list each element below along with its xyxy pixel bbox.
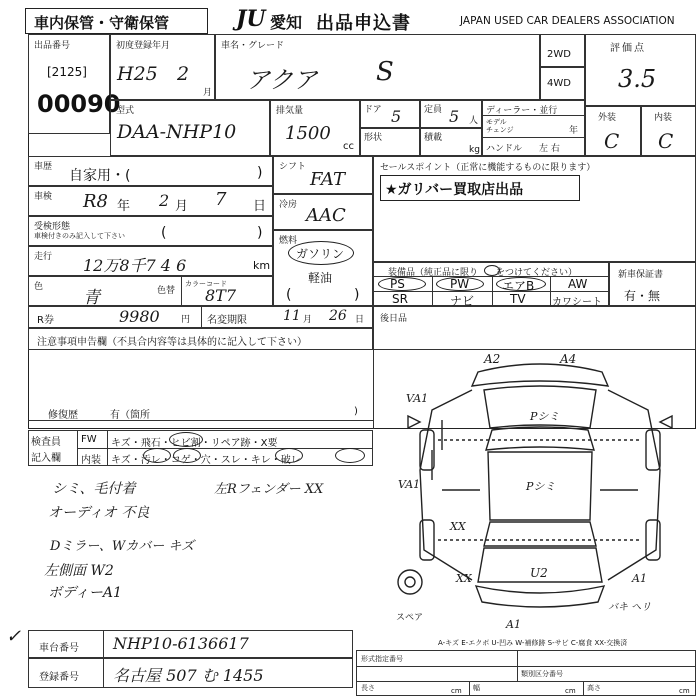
inspector-note-2: 左Rフェンダー XX <box>214 482 324 497</box>
storage-note-box <box>25 8 208 34</box>
fuel-option-gasoline: ガソリン <box>296 247 345 261</box>
diagram-mark-a1-bottom: A1 <box>506 618 521 631</box>
load-unit: kg <box>469 145 480 155</box>
history-value: 自家用・( <box>69 168 131 184</box>
registration-month-unit: 月 <box>203 88 213 98</box>
selling-points-cell <box>373 156 696 262</box>
inspector-interior-items: キズ・汚レ・コゲ・穴・スレ・キレ・破レ <box>111 455 301 466</box>
equip-tv: TV <box>510 292 526 306</box>
damage-legend: A-キズ E-エクボ U-凹み W-補修跡 S-サビ C-腐食 XX-交換済 <box>438 639 628 647</box>
check-mark: ✓ <box>6 626 22 647</box>
registration-month: 2 <box>177 63 190 85</box>
model-label: 車名・グレード <box>221 41 285 51</box>
diagram-mark-va1-top: VA1 <box>406 392 429 405</box>
fuel-option-diesel: 軽油 <box>308 271 333 285</box>
model-change-label: チェンジ <box>486 126 514 134</box>
diagram-mark-va1-side: VA1 <box>398 478 421 491</box>
color-label: 色 <box>34 282 44 292</box>
equip-sr: SR <box>392 292 408 306</box>
inspection-month: 2 <box>159 191 170 210</box>
selling-points-headline: ★ガリバー買取店出品 <box>385 182 524 198</box>
history-label: 車歴 <box>34 162 53 172</box>
mileage-value: 12万8千7 4 6 <box>83 256 187 275</box>
aircon-cell <box>273 194 373 230</box>
doors-value: 5 <box>391 107 402 126</box>
width-label: 幅 <box>473 684 480 692</box>
equip-kawa-seat: カワシート <box>552 297 602 308</box>
inspector-note-3: オーディオ 不良 <box>48 505 150 521</box>
diagram-mark-a1-right: A1 <box>632 572 647 585</box>
drive-2wd: 2WD <box>547 49 571 60</box>
interior-grade: C <box>658 129 674 153</box>
load-label: 積載 <box>424 133 443 143</box>
reception-cell: 受検形態 車検付きのみ記入して下さい ( ) <box>28 216 273 246</box>
plate-label: 登録番号 <box>39 672 79 683</box>
inspection-cell: 車検 R8 年 2 月 7 日 <box>28 186 273 216</box>
recycle-unit: 円 <box>181 315 191 325</box>
color-code-label: カラーコード <box>185 280 227 288</box>
displacement-unit: cc <box>343 141 354 152</box>
type-designation-label: 形式指定番号 <box>361 655 403 663</box>
equip-aw: AW <box>568 277 588 291</box>
inspector-fw: FW <box>81 434 97 445</box>
chassis-cell <box>28 630 353 658</box>
inspection-era: R8 <box>83 191 109 212</box>
history-cell: 車歴 自家用・( ) <box>28 156 273 186</box>
diagram-mark-nonuki: バキ ヘリ <box>608 602 652 613</box>
reception-note: 車検付きのみ記入して下さい <box>34 232 125 240</box>
capacity-label: 定員 <box>424 105 443 115</box>
name-change-day: 26 <box>329 308 347 324</box>
inspection-label: 車検 <box>34 192 53 202</box>
lot-sub-number: [2125] <box>47 65 87 79</box>
registration-label: 初度登録年月 <box>116 41 171 51</box>
registration-era-year: H25 <box>117 63 158 85</box>
manual-label: 新車保証書 <box>618 270 664 280</box>
model-label-small: モデル <box>486 118 507 126</box>
diagram-mark-a2: A2 <box>484 352 501 366</box>
plate-cell <box>28 658 353 688</box>
capacity-unit: 人 <box>469 116 479 126</box>
notes-header-cell <box>28 328 373 350</box>
type-code-value: DAA-NHP10 <box>117 121 237 143</box>
drive-2wd-cell <box>540 34 585 67</box>
spare-tire <box>398 570 422 594</box>
handle-label: ハンドル <box>486 144 523 154</box>
exterior-grade: C <box>604 129 620 153</box>
displacement-value: 1500 <box>285 123 331 144</box>
inspector-note-5: 左側面 W2 <box>44 563 114 579</box>
plate-value: 名古屋 507 む 1455 <box>113 666 264 685</box>
load-cell <box>420 128 482 156</box>
diagram-mark-xx-2: XX <box>456 572 472 585</box>
manual-options: 有・無 <box>624 289 661 303</box>
displacement-label: 排気量 <box>276 106 304 116</box>
height-label: 高さ <box>587 684 601 692</box>
diagram-mark-xx-1: XX <box>450 520 466 533</box>
equip-ps: PS <box>390 277 405 291</box>
recycle-value: 9980 <box>119 307 160 326</box>
equip-navi: ナビ <box>450 294 475 308</box>
manual-cell <box>609 262 696 306</box>
inspector-exterior-items: キズ・飛石・ヒビ割・リペア跡・X要 <box>111 438 278 449</box>
selling-points-label: セールスポイント（正常に機能するものに限ります） <box>380 163 596 173</box>
recycle-cell: R券 9980 円 名変期限 11 月 26 日 <box>28 306 373 328</box>
drive-4wd-cell <box>540 67 585 100</box>
equip-airbag: エアB <box>502 279 535 293</box>
windshield <box>486 427 594 450</box>
name-change-label: 名変期限 <box>207 315 247 326</box>
shape-label: 形状 <box>364 133 383 143</box>
name-change-month: 11 <box>283 308 301 324</box>
shift-cell <box>273 156 373 194</box>
exterior-label: 外装 <box>598 113 617 123</box>
diagram-mark-u2: U2 <box>530 566 548 580</box>
interior-label: 内装 <box>654 113 673 123</box>
class-number-label: 類別区分番号 <box>521 670 563 678</box>
left-side <box>420 390 472 580</box>
inspector-label: 検査員 <box>31 437 61 448</box>
handle-options: 左 右 <box>539 144 560 154</box>
interior-grade-cell <box>641 106 696 156</box>
form-title: 出品申込書 <box>316 13 411 34</box>
association-name: JAPAN USED CAR DEALERS ASSOCIATION <box>460 15 675 27</box>
inspector-note-1: シミ、毛付着 <box>52 481 136 497</box>
color-change-label: 色替 <box>157 286 176 296</box>
shift-value: FAT <box>310 169 345 190</box>
fuel-cell: 燃料 ガソリン 軽油 ( ) <box>273 230 373 306</box>
dealer-label: ディーラー・並行 <box>486 106 558 116</box>
chassis-label: 車台番号 <box>39 643 79 654</box>
remarks-cell <box>373 306 696 350</box>
equipment-cell <box>373 262 609 306</box>
diagram-mark-a4: A4 <box>560 352 577 366</box>
drive-4wd: 4WD <box>547 78 571 89</box>
inspector-label-2: 記入欄 <box>31 453 61 464</box>
logo-prefecture: 愛知 <box>270 13 303 32</box>
selling-points-headline-box <box>380 175 580 201</box>
shape-cell <box>360 128 420 156</box>
rating-cell <box>585 34 696 106</box>
registration-cell <box>110 34 215 100</box>
ju-logo: JU <box>236 6 266 32</box>
diagram-mark-spare: スペア <box>396 613 424 623</box>
color-code: 8T7 <box>205 286 237 305</box>
inspector-note-6: ボディーA1 <box>48 585 122 601</box>
displacement-cell <box>270 100 360 156</box>
remarks-label: 後日品 <box>380 314 408 324</box>
aircon-label: 冷房 <box>279 200 298 210</box>
left-mirror <box>408 416 420 428</box>
lot-cell <box>28 34 121 134</box>
lot-label: 出品番号 <box>34 41 71 51</box>
model-cell <box>215 34 540 100</box>
spec-cell: 形式指定番号 類別区分番号 長さ cm 幅 cm 高さ cm <box>356 650 696 696</box>
notes-label: 注意事項申告欄（不具合内容等は具体的に記入して下さい） <box>37 337 307 348</box>
equipment-label: 装備品（純正品に限り <box>388 268 479 278</box>
aircon-value: AAC <box>306 205 346 226</box>
diagram-mark-p-front: Pシミ <box>530 410 560 423</box>
rating-value: 3.5 <box>618 65 657 93</box>
rear-glass <box>484 522 596 546</box>
mileage-cell <box>28 246 273 276</box>
fuel-label: 燃料 <box>279 236 298 246</box>
color-cell <box>28 276 273 306</box>
repair-label: 修復歴 <box>48 410 78 421</box>
diagram-mark-p-rear: Pシミ <box>526 480 556 493</box>
lot-number: 00090 <box>37 90 121 118</box>
inspector-note-4: Dミラー、Wカバー キズ <box>50 539 195 554</box>
capacity-value: 5 <box>449 107 460 126</box>
chassis-value: NHP10-6136617 <box>113 634 249 653</box>
reception-label: 受検形態 <box>34 222 71 232</box>
storage-note: 車内保管・守衛保管 <box>34 14 170 32</box>
capacity-cell <box>420 100 482 128</box>
shift-label: シフト <box>279 162 307 172</box>
inspector-row <box>28 430 373 466</box>
inspector-interior-label: 内装 <box>81 455 101 466</box>
recycle-label: R券 <box>37 315 54 326</box>
doors-label: ドア <box>364 105 382 115</box>
type-code-label: 型式 <box>116 106 135 116</box>
length-label: 長さ <box>361 684 375 692</box>
model-name: アクア <box>246 66 318 94</box>
model-grade: S <box>376 57 394 87</box>
right-side <box>608 390 660 580</box>
equip-pw: PW <box>450 277 470 291</box>
dealer-cell <box>482 100 585 156</box>
rating-label: 評価点 <box>610 43 646 54</box>
exterior-grade-cell <box>585 106 641 156</box>
right-mirror <box>660 416 672 428</box>
type-code-cell <box>110 100 270 156</box>
doors-cell <box>360 100 420 128</box>
rear-bumper <box>476 586 604 607</box>
mileage-label: 走行 <box>34 252 53 262</box>
equipment-label-2: をつけてください） <box>496 268 578 278</box>
color-value: 青 <box>83 288 100 308</box>
repair-value: 有（箇所 <box>110 410 150 421</box>
front-bumper <box>472 364 608 386</box>
inspection-day: 7 <box>215 189 227 210</box>
mileage-unit: km <box>253 259 271 272</box>
model-year-unit: 年 <box>569 126 579 136</box>
